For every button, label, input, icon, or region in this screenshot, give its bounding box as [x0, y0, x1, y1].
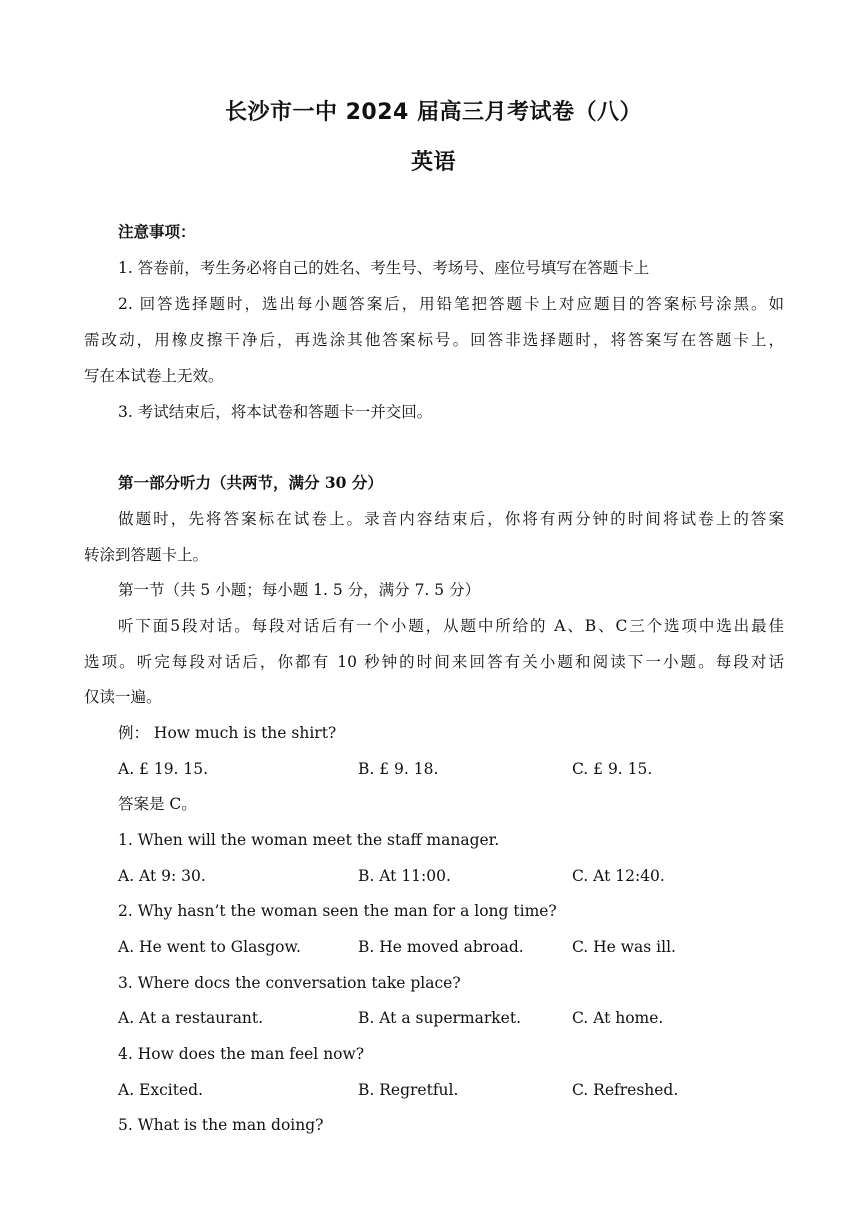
notice-item-1: 1. 答卷前，考生务必将自己的姓名、考生号、考场号、座位号填写在答题卡上	[118, 259, 650, 277]
example-option-b: B. £ 9. 18.	[358, 760, 439, 778]
question-2-option-c: C. He was ill.	[572, 938, 676, 956]
part1-intro-line-1: 做题时，先将答案标在试卷上。录音内容结束后，你将有两分钟的时间将试卷上的答案	[118, 510, 784, 528]
question-3-option-a: A. At a restaurant.	[118, 1009, 264, 1027]
question-1-option-a: A. At 9: 30.	[118, 867, 206, 885]
question-4-option-b: B. Regretful.	[358, 1081, 459, 1099]
question-5-stem: 5. What is the man doing?	[118, 1116, 324, 1134]
example-question: 例： How much is the shirt?	[118, 724, 337, 742]
section1-heading: 第一节（共 5 小题；每小题 1. 5 分，满分 7. 5 分）	[118, 581, 481, 599]
part1-intro-line-2: 转涂到答题卡上。	[84, 546, 209, 564]
section1-instruction-line-3: 仅读一遍。	[84, 688, 162, 706]
question-3-stem: 3. Where docs the conversation take place?	[118, 974, 461, 992]
subject-title: 英语	[410, 150, 456, 175]
question-2-option-a: A. He went to Glasgow.	[118, 938, 301, 956]
question-4-stem: 4. How does the man feel now?	[118, 1045, 365, 1063]
part1-heading: 第一部分听力（共两节，满分 30 分）	[118, 473, 383, 492]
section1-instruction-line-1: 听下面5段对话。每段对话后有一个小题，从题中所给的 A、B、C三个选项中选出最佳	[118, 617, 784, 635]
notice-item-2-line-3: 写在本试卷上无效。	[84, 367, 224, 385]
notice-item-3: 3. 考试结束后，将本试卷和答题卡一并交回。	[118, 403, 433, 421]
example-option-a: A. £ 19. 15.	[118, 760, 209, 778]
question-3-option-c: C. At home.	[572, 1009, 664, 1027]
example-option-c: C. £ 9. 15.	[572, 760, 653, 778]
notice-item-2-line-2: 需改动，用橡皮擦干净后，再选涂其他答案标号。回答非选择题时，将答案写在答题卡上，	[84, 331, 784, 349]
question-2-option-b: B. He moved abroad.	[358, 938, 524, 956]
notice-heading: 注意事项：	[118, 222, 196, 241]
question-2-stem: 2. Why hasn’t the woman seen the man for a long time?	[118, 902, 557, 920]
example-answer: 答案是 C。	[118, 795, 197, 813]
section1-instruction-line-2: 选项。听完每段对话后，你都有 10 秒钟的时间来回答有关小题和阅读下一小题。每段对话	[84, 653, 784, 671]
exam-title: 长沙市一中 2024 届高三月考试卷（八）	[224, 100, 643, 125]
question-1-option-b: B. At 11:00.	[358, 867, 451, 885]
notice-item-2-line-1: 2. 回答选择题时，选出每小题答案后，用铅笔把答题卡上对应题目的答案标号涂黑。如	[118, 295, 784, 313]
question-1-option-c: C. At 12:40.	[572, 867, 665, 885]
question-3-option-b: B. At a supermarket.	[358, 1009, 521, 1027]
question-4-option-c: C. Refreshed.	[572, 1081, 679, 1099]
question-4-option-a: A. Excited.	[118, 1081, 203, 1099]
question-1-stem: 1. When will the woman meet the staff manager.	[118, 831, 500, 849]
